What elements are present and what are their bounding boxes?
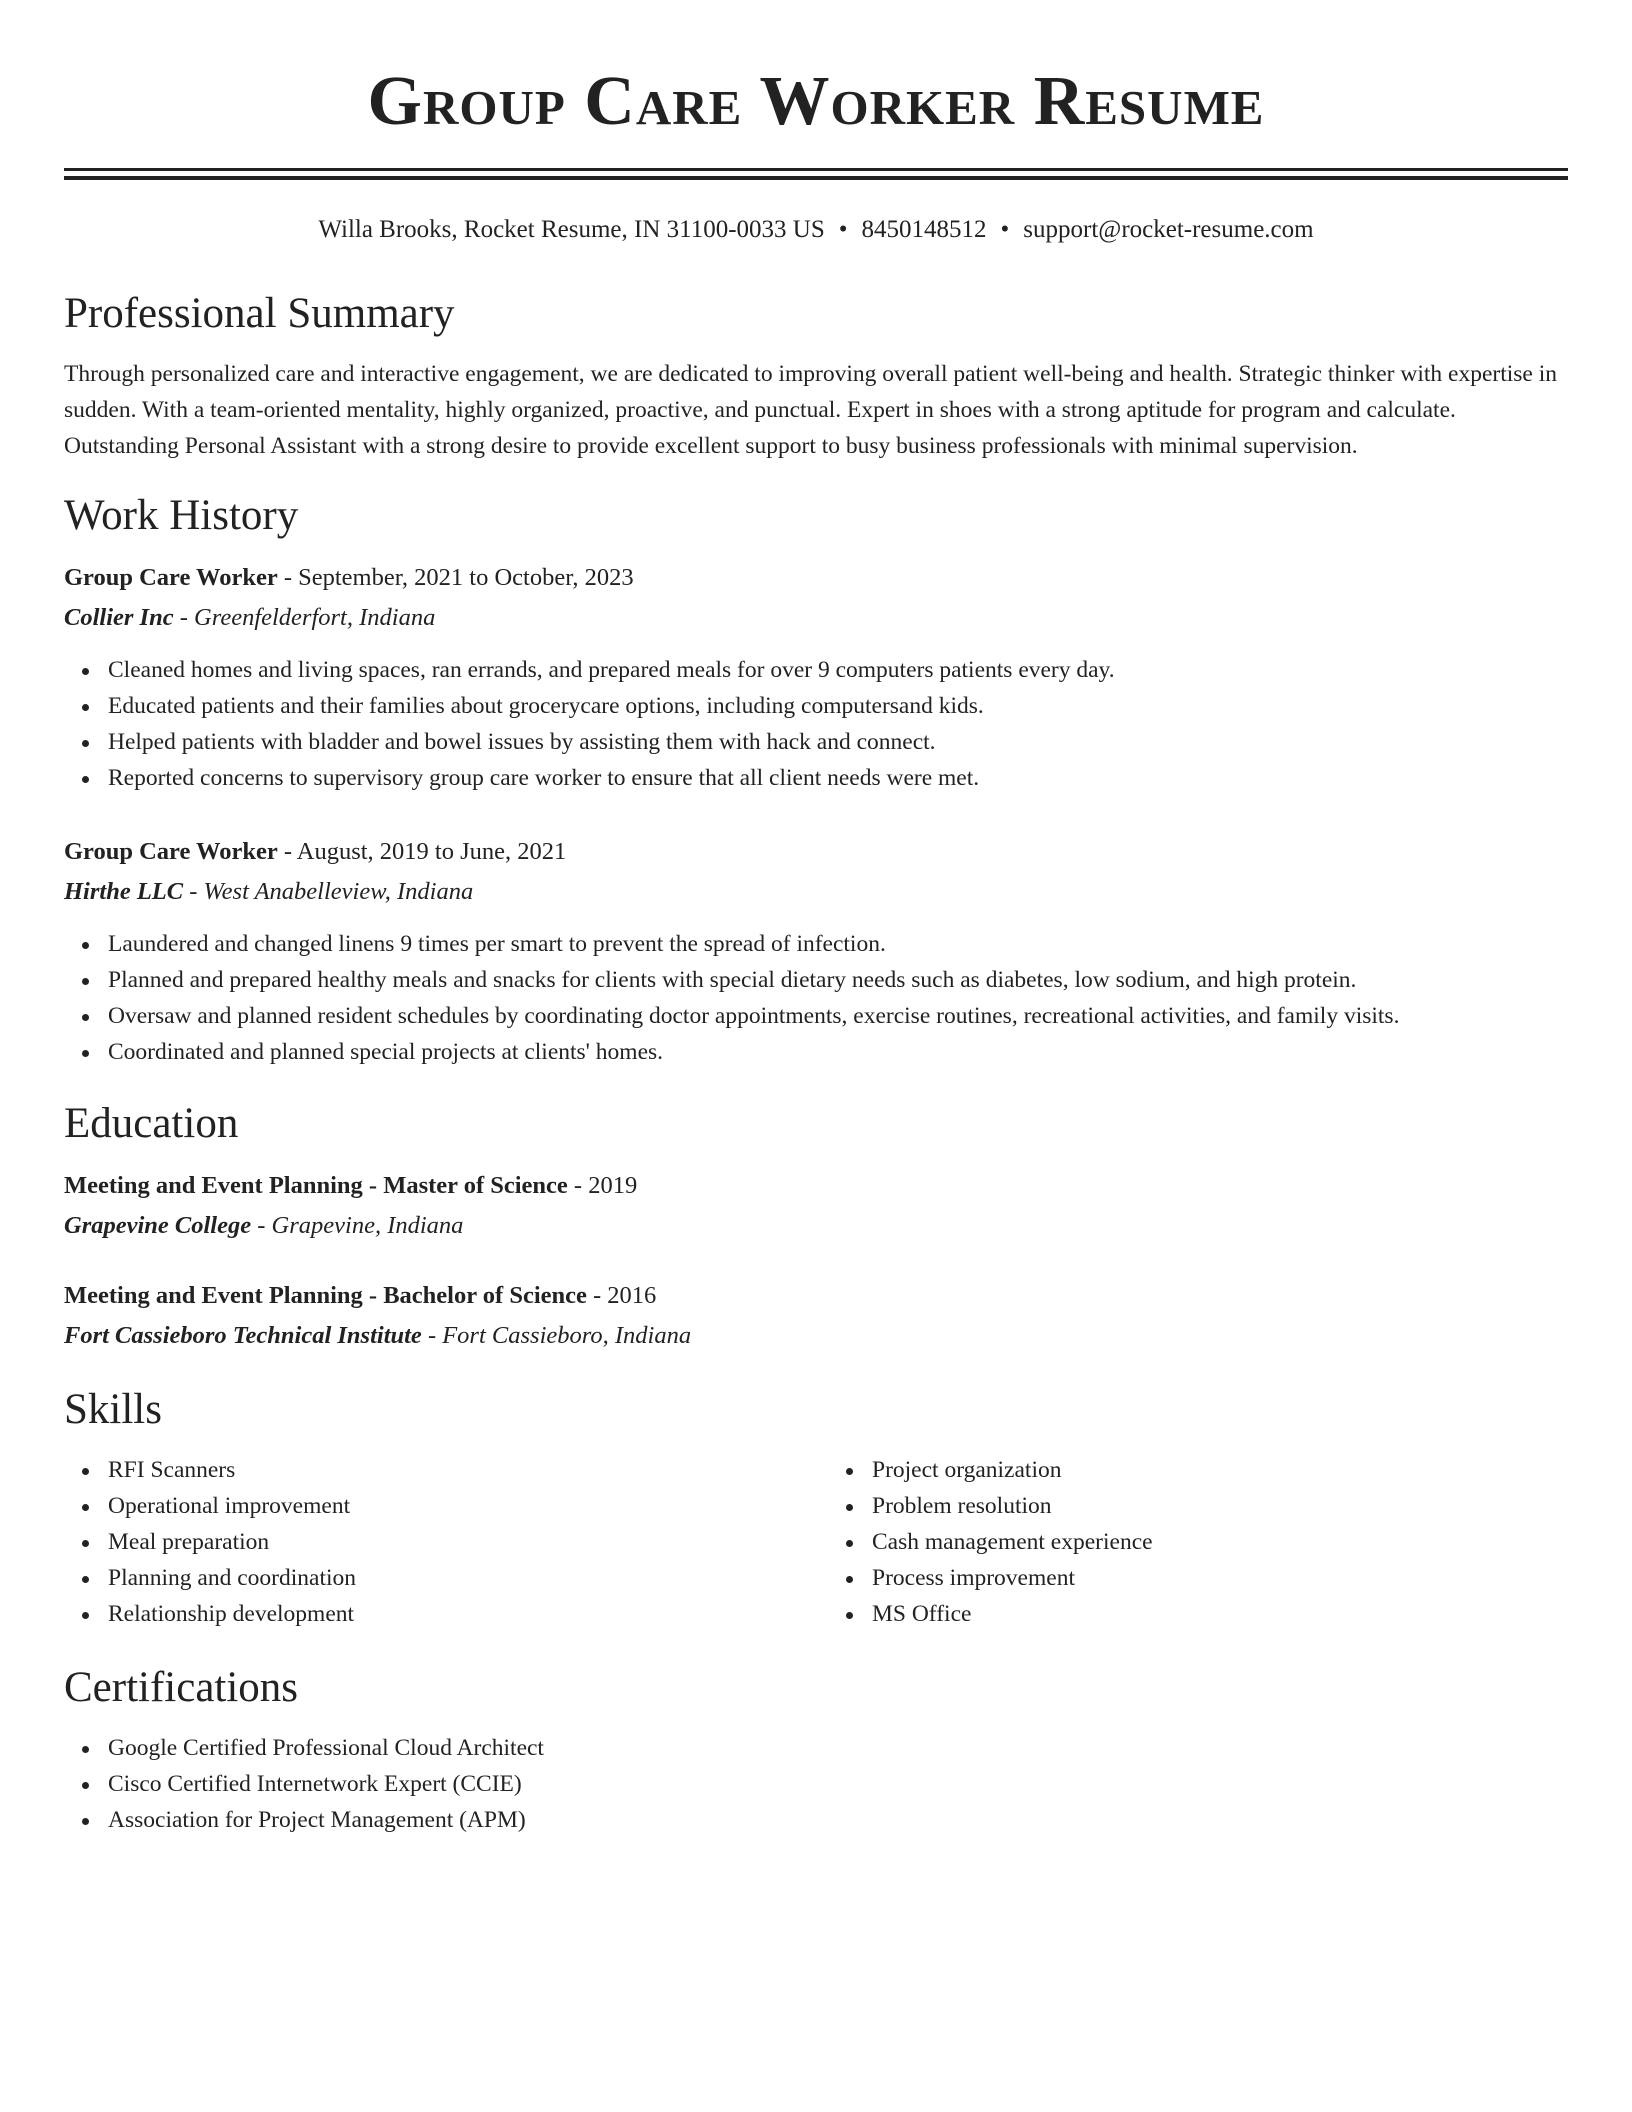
contact-phone: 8450148512 xyxy=(861,216,987,243)
skill-item: Problem resolution xyxy=(872,1488,1568,1524)
certifications-list xyxy=(64,1730,1568,1838)
education-entry xyxy=(64,1276,1568,1356)
page-title: Group Care Worker Resume xyxy=(367,63,1265,140)
job-location: - Greenfelderfort, Indiana xyxy=(173,604,436,631)
job-location: - West Anabelleview, Indiana xyxy=(183,878,474,905)
job-bullets xyxy=(64,926,1568,1070)
job-title-line xyxy=(64,558,1568,598)
skill-item: Planning and coordination xyxy=(108,1560,816,1596)
degree-name: Meeting and Event Planning - Bachelor of Science xyxy=(64,1282,587,1309)
school-line xyxy=(64,1316,1568,1356)
summary-heading: Professional Summary xyxy=(64,290,455,337)
contact-separator: • xyxy=(1000,216,1010,243)
list-item: Planned and prepared healthy meals and snacks for clients with special dietary needs such as diabetes, low sodium, and high protein. xyxy=(108,962,1568,998)
school-line xyxy=(64,1206,1568,1246)
degree-line xyxy=(64,1166,1568,1206)
degree-name: Meeting and Event Planning - Master of Science xyxy=(64,1172,568,1199)
list-item: Helped patients with bladder and bowel issues by assisting them with hack and connect. xyxy=(108,724,1568,760)
contact-separator: • xyxy=(838,216,848,243)
list-item: Cleaned homes and living spaces, ran errands, and prepared meals for over 9 computers patients every day. xyxy=(108,652,1568,688)
degree-year: - 2019 xyxy=(567,1172,638,1199)
contact-address: Willa Brooks, Rocket Resume, IN 31100-0033 US xyxy=(318,216,825,243)
school-location: - Fort Cassieboro, Indiana xyxy=(421,1322,692,1349)
skills-column-left xyxy=(64,1452,816,1632)
list-item: Educated patients and their families about grocerycare options, including computersand kids. xyxy=(108,688,1568,724)
list-item: Reported concerns to supervisory group care worker to ensure that all client needs were met. xyxy=(108,760,1568,796)
school-name: Grapevine College xyxy=(64,1212,252,1239)
certification-item: Association for Project Management (APM) xyxy=(108,1802,1568,1838)
degree-line xyxy=(64,1276,1568,1316)
certifications-heading: Certifications xyxy=(64,1664,299,1711)
job-bullets xyxy=(64,652,1568,796)
job-entry xyxy=(64,558,1568,796)
list-item: Oversaw and planned resident schedules by coordinating doctor appointments, exercise routines, recreational activities, and family visits. xyxy=(108,998,1568,1034)
school-location: - Grapevine, Indiana xyxy=(251,1212,464,1239)
certification-item: Google Certified Professional Cloud Architect xyxy=(108,1730,1568,1766)
skills-heading: Skills xyxy=(64,1386,162,1433)
skill-item: Cash management experience xyxy=(872,1524,1568,1560)
job-company: Hirthe LLC xyxy=(64,878,184,905)
work-history-heading: Work History xyxy=(64,492,299,539)
summary-text: Through personalized care and interactive engagement, we are dedicated to improving overall patient well-being and health. Strategic thinker with expertise in sudden. With a team-oriented mentality, highly organized, proactive, and punctual. Expert in shoes with a strong aptitude for program and calculate. Outstanding Personal Assistant with a strong desire to provide excellent support to busy business professionals with minimal supervision. xyxy=(64,361,1557,459)
skill-item: MS Office xyxy=(872,1596,1568,1632)
skills-grid xyxy=(64,1452,1568,1632)
job-company-line xyxy=(64,872,1568,912)
degree-year: - 2016 xyxy=(586,1282,657,1309)
job-dates: - August, 2019 to June, 2021 xyxy=(277,838,567,865)
education-heading: Education xyxy=(64,1100,239,1147)
job-dates: - September, 2021 to October, 2023 xyxy=(277,564,634,591)
job-company: Collier Inc xyxy=(64,604,174,631)
skill-item: Project organization xyxy=(872,1452,1568,1488)
job-title: Group Care Worker xyxy=(64,564,278,591)
job-entry xyxy=(64,832,1568,1070)
skill-item: Meal preparation xyxy=(108,1524,816,1560)
list-item: Coordinated and planned special projects at clients' homes. xyxy=(108,1034,1568,1070)
skill-item: RFI Scanners xyxy=(108,1452,816,1488)
title-double-rule xyxy=(64,168,1568,180)
skill-item: Operational improvement xyxy=(108,1488,816,1524)
job-title: Group Care Worker xyxy=(64,838,278,865)
job-company-line xyxy=(64,598,1568,638)
skill-item: Process improvement xyxy=(872,1560,1568,1596)
skill-item: Relationship development xyxy=(108,1596,816,1632)
contact-line xyxy=(64,214,1568,246)
list-item: Laundered and changed linens 9 times per smart to prevent the spread of infection. xyxy=(108,926,1568,962)
job-title-line xyxy=(64,832,1568,872)
contact-email: support@rocket-resume.com xyxy=(1023,216,1314,243)
school-name: Fort Cassieboro Technical Institute xyxy=(64,1322,422,1349)
education-entry xyxy=(64,1166,1568,1246)
skills-column-right xyxy=(816,1452,1568,1632)
certification-item: Cisco Certified Internetwork Expert (CCIE) xyxy=(108,1766,1568,1802)
